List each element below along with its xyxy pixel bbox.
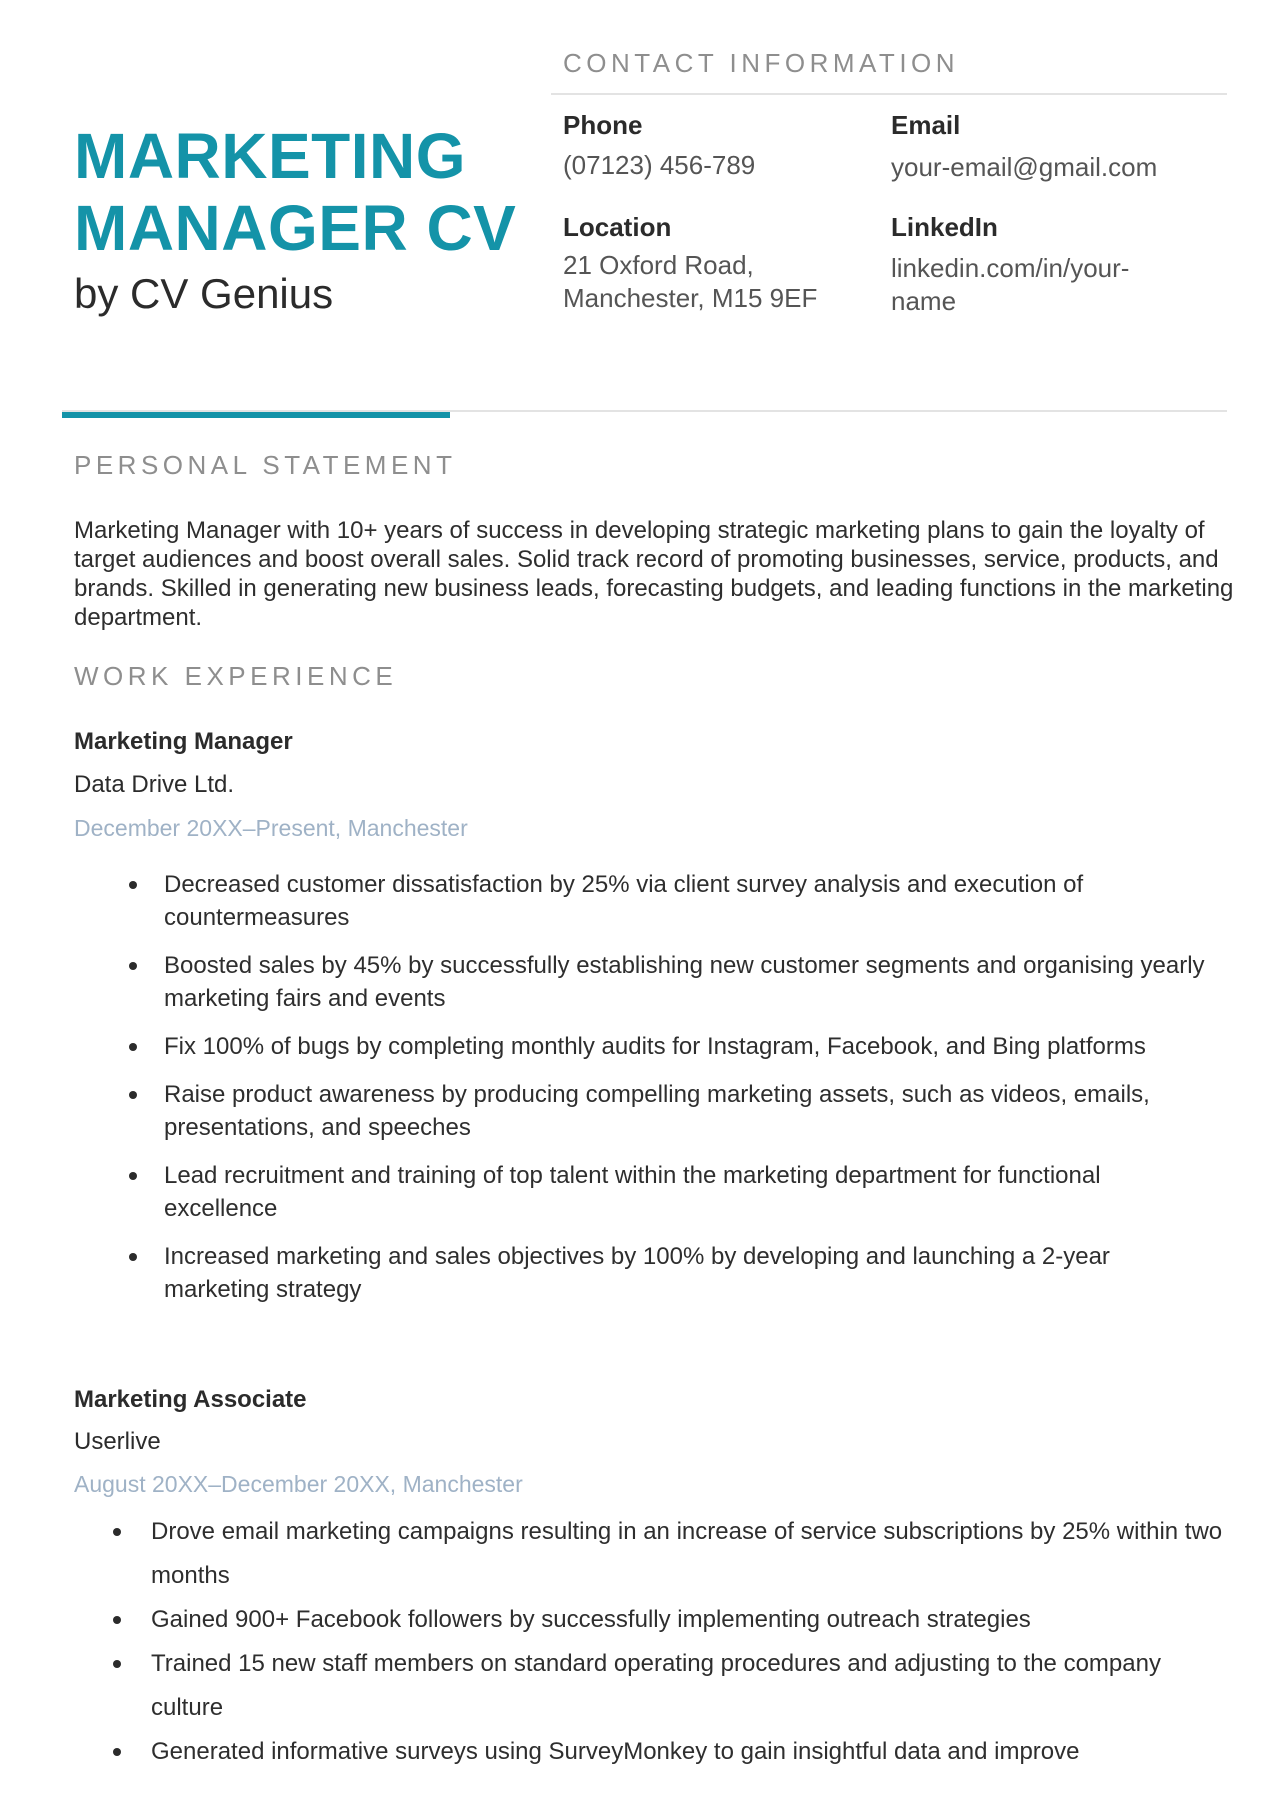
phone-label: Phone — [563, 110, 643, 140]
job-1-bullet-list — [104, 868, 1214, 1321]
list-item: Boosted sales by 45% by successfully establishing new customer segments and organising yearly marketing fairs and events — [104, 949, 1214, 1015]
list-item: Drove email marketing campaigns resulting in an increase of service subscriptions by 25% within two months — [96, 1510, 1226, 1598]
list-item: Trained 15 new staff members on standard operating procedures and adjusting to the company culture — [96, 1642, 1226, 1730]
work-experience-heading: WORK EXPERIENCE — [74, 661, 398, 691]
phone-value: (07123) 456-789 — [563, 150, 756, 180]
contact-heading: CONTACT INFORMATION — [563, 48, 960, 78]
cv-title-line-2: MANAGER CV — [74, 192, 517, 264]
location-line-1: 21 Oxford Road, — [563, 250, 754, 280]
job-2-bullet-list — [96, 1510, 1226, 1774]
list-item: Lead recruitment and training of top talent within the marketing department for functional excellence — [104, 1159, 1214, 1225]
company-name: Data Drive Ltd. — [74, 771, 235, 798]
personal-statement-text: Marketing Manager with 10+ years of success in developing strategic marketing plans to gain the loyalty of target audiences and boost overall sales. Solid track record of promoting businesses, service, products, and brands. Skilled in generating new business leads, forecasting budgets, and leading functions in the marketing department. — [74, 517, 1234, 631]
list-item: Decreased customer dissatisfaction by 25% via client survey analysis and execution of countermeasures — [104, 868, 1214, 934]
cv-title-line-1: MARKETING — [74, 120, 467, 192]
email-label: Email — [891, 110, 961, 140]
job-dates: August 20XX–December 20XX, Manchester — [74, 1471, 523, 1497]
linkedin-label: LinkedIn — [891, 212, 998, 242]
linkedin-line-1: linkedin.com/in/your- — [891, 253, 1130, 283]
list-item: Gained 900+ Facebook followers by successfully implementing outreach strategies — [96, 1598, 1226, 1642]
company-name: Userlive — [74, 1428, 161, 1455]
list-item: Fix 100% of bugs by completing monthly audits for Instagram, Facebook, and Bing platforms — [104, 1030, 1214, 1063]
job-dates: December 20XX–Present, Manchester — [74, 815, 468, 841]
linkedin-line-2: name — [891, 286, 957, 316]
cv-byline: by CV Genius — [74, 270, 334, 317]
job-title: Marketing Associate — [74, 1386, 307, 1413]
contact-divider — [551, 93, 1227, 95]
header-divider-accent — [62, 412, 450, 418]
location-label: Location — [563, 212, 672, 242]
list-item: Raise product awareness by producing compelling marketing assets, such as videos, emails, presentations, and speeches — [104, 1078, 1214, 1144]
list-item: Generated informative surveys using SurveyMonkey to gain insightful data and improve — [96, 1730, 1226, 1774]
job-title: Marketing Manager — [74, 728, 293, 755]
personal-statement-heading: PERSONAL STATEMENT — [74, 450, 457, 480]
email-value: your-email@gmail.com — [891, 152, 1158, 182]
location-line-2: Manchester, M15 9EF — [563, 283, 818, 313]
list-item: Increased marketing and sales objectives by 100% by developing and launching a 2-year marketing strategy — [104, 1240, 1214, 1306]
